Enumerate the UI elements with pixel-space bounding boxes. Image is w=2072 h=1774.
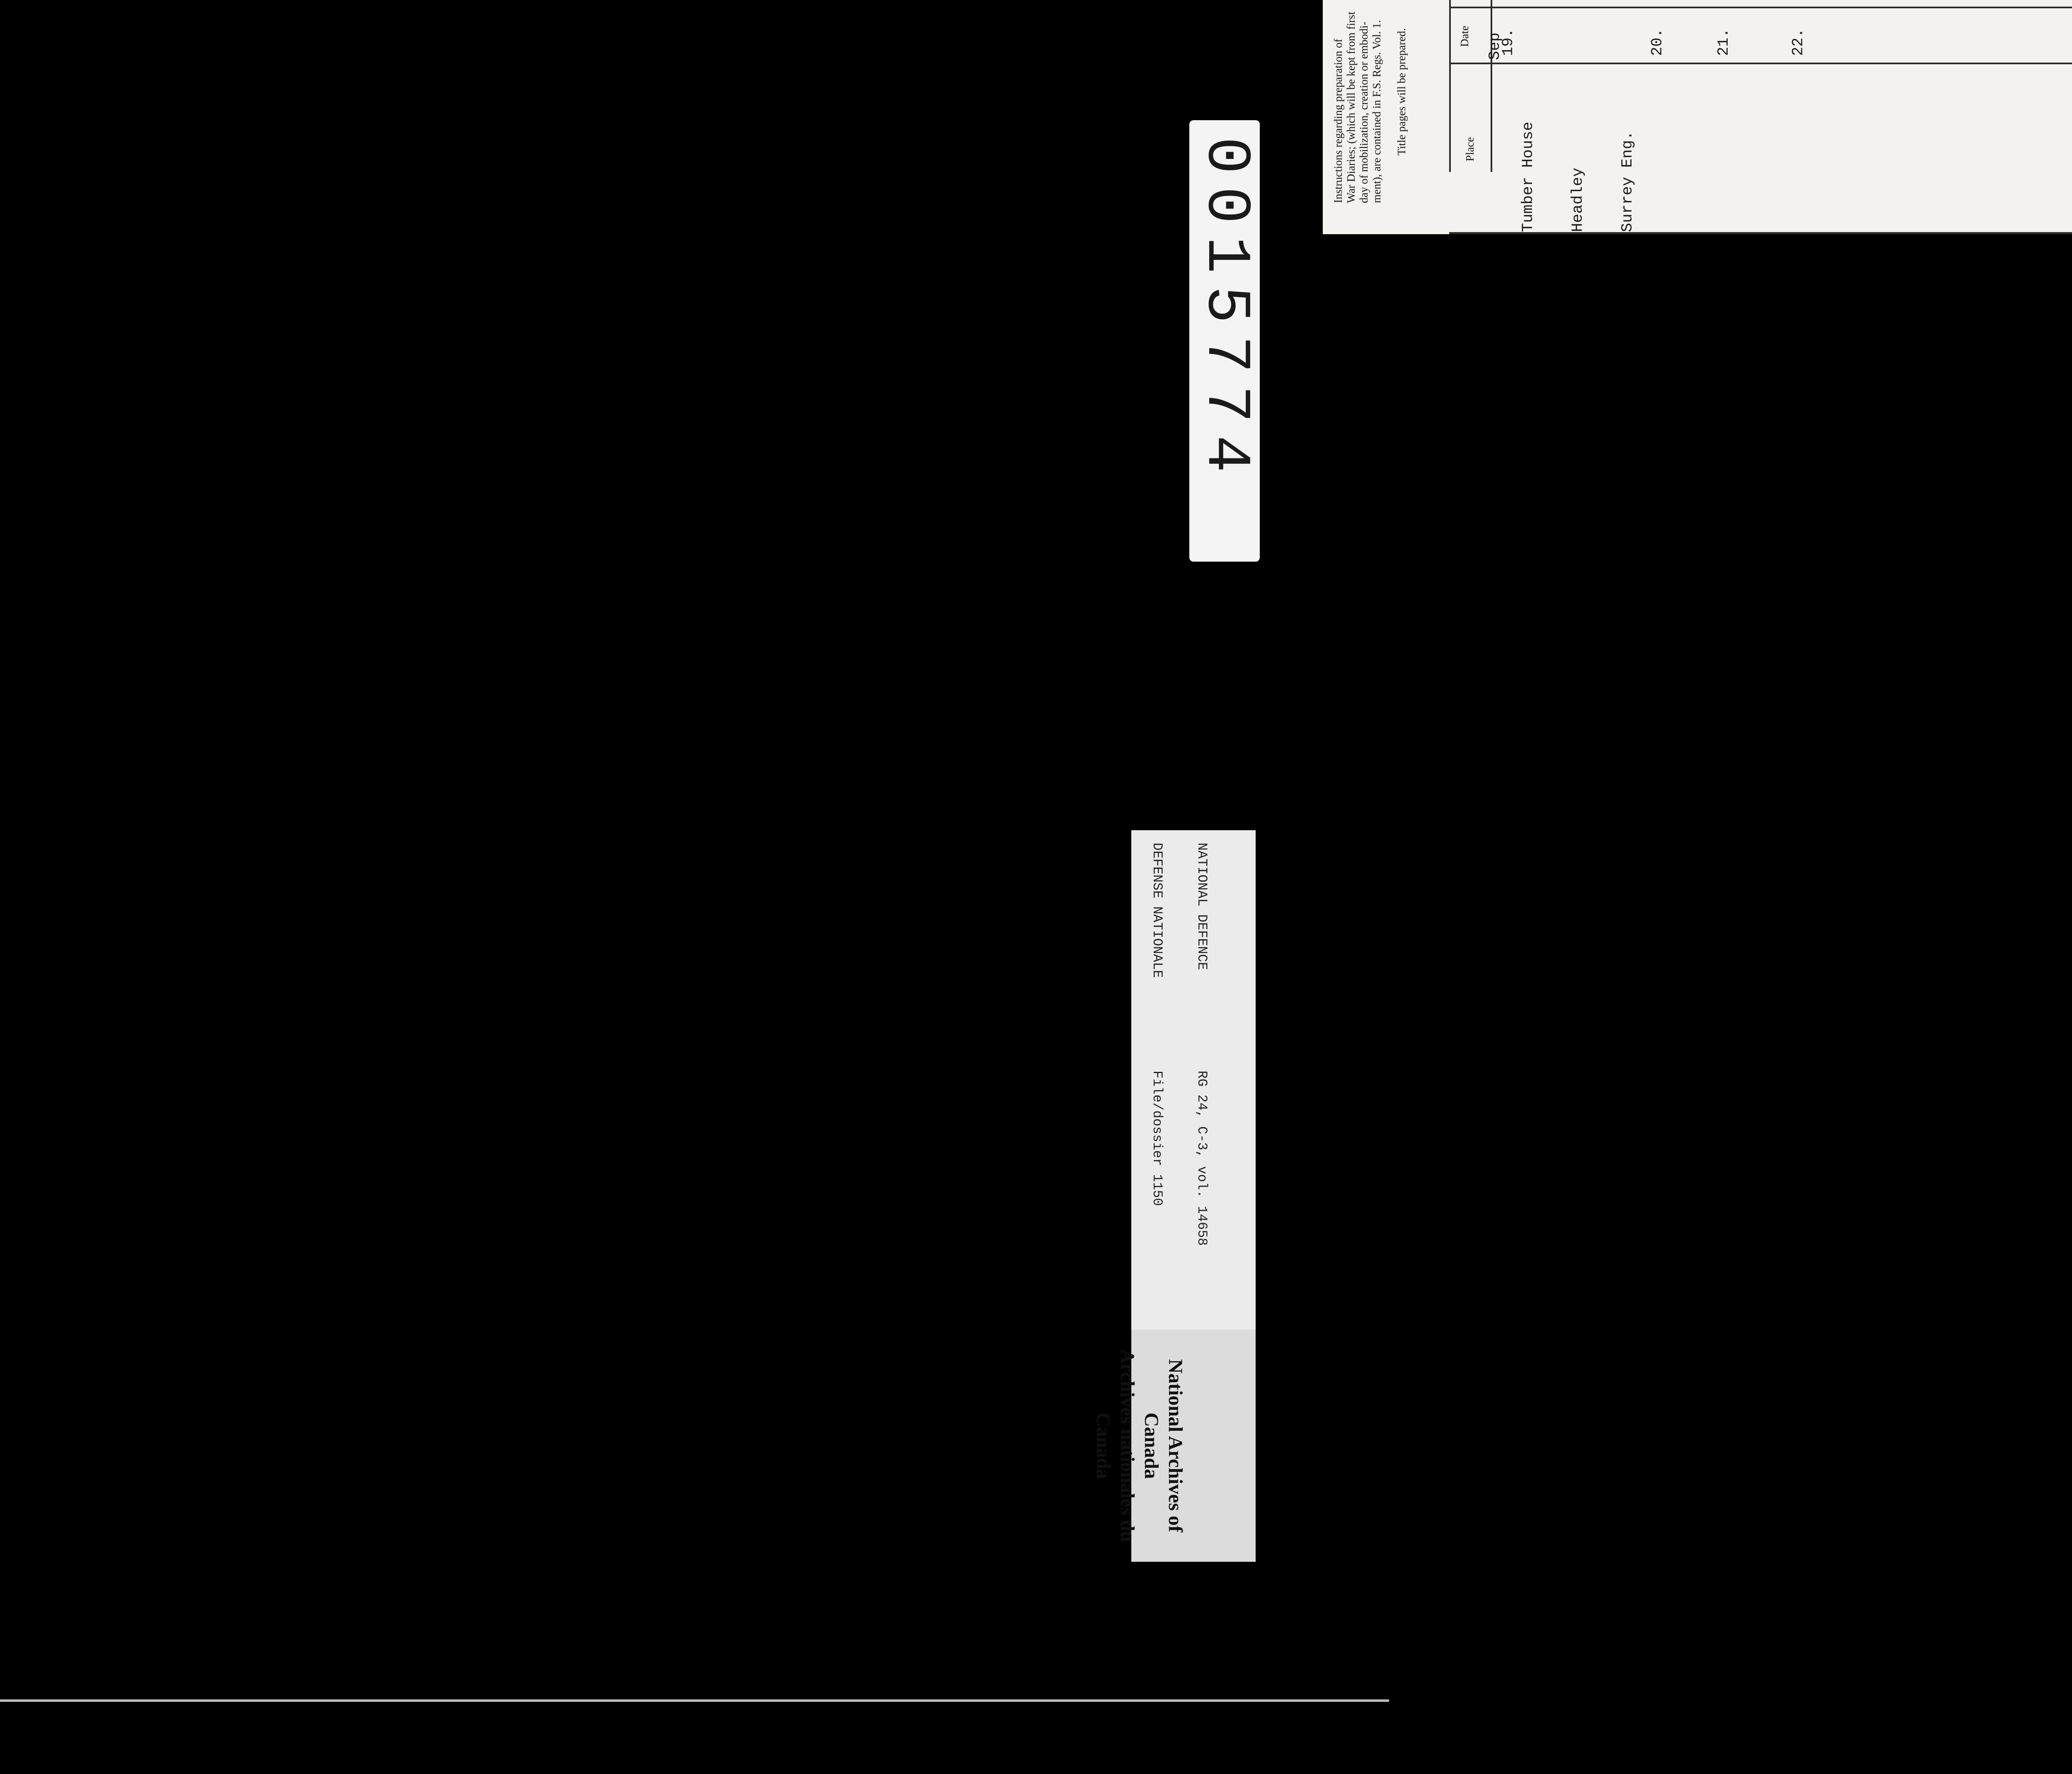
entry-date: 22.: [1790, 28, 1807, 56]
place-date-divider: [1449, 63, 2072, 64]
archive-department: NATIONAL DEFENCE DEFENSE NATIONALE: [1150, 843, 1210, 978]
column-header-place: Place: [1464, 137, 1476, 162]
war-diary-sheet: [1323, 0, 2072, 234]
column-header-date: Date: [1458, 26, 1471, 47]
entry-date: 20.: [1649, 28, 1666, 56]
document-number: 0015774: [1190, 137, 1261, 485]
date-hour-divider: [1449, 7, 2072, 8]
title-pages-note: Title pages will be prepared.: [1395, 28, 1408, 155]
table-left-border: [1449, 232, 2072, 234]
archive-label-card: [1092, 830, 1256, 1562]
place-cell: Tumber House Headley Surrey Eng.: [1520, 121, 1636, 232]
bottom-rule: [0, 1699, 1389, 1702]
entry-date: 21.: [1715, 28, 1733, 56]
instructions-note: Instructions regarding preparation of War Diaries; (which will be kept from first day of mobilization, creation or embodi- ment), are contained in F.S. Regs. Vol. 1.: [1332, 12, 1383, 203]
document-number-card: [1189, 120, 1260, 562]
table-top-border: [1449, 0, 1451, 172]
archive-reference: RG 24, C-3, vol. 14658 File/dossier 1150: [1150, 1071, 1210, 1246]
entry-date: 19.: [1500, 28, 1517, 56]
column-header-hour: [1464, 0, 1477, 8]
archive-name: National Archives of Canada Archives nationales du Canada: [1092, 1349, 1186, 1542]
month-label: Sep: [1486, 32, 1504, 60]
